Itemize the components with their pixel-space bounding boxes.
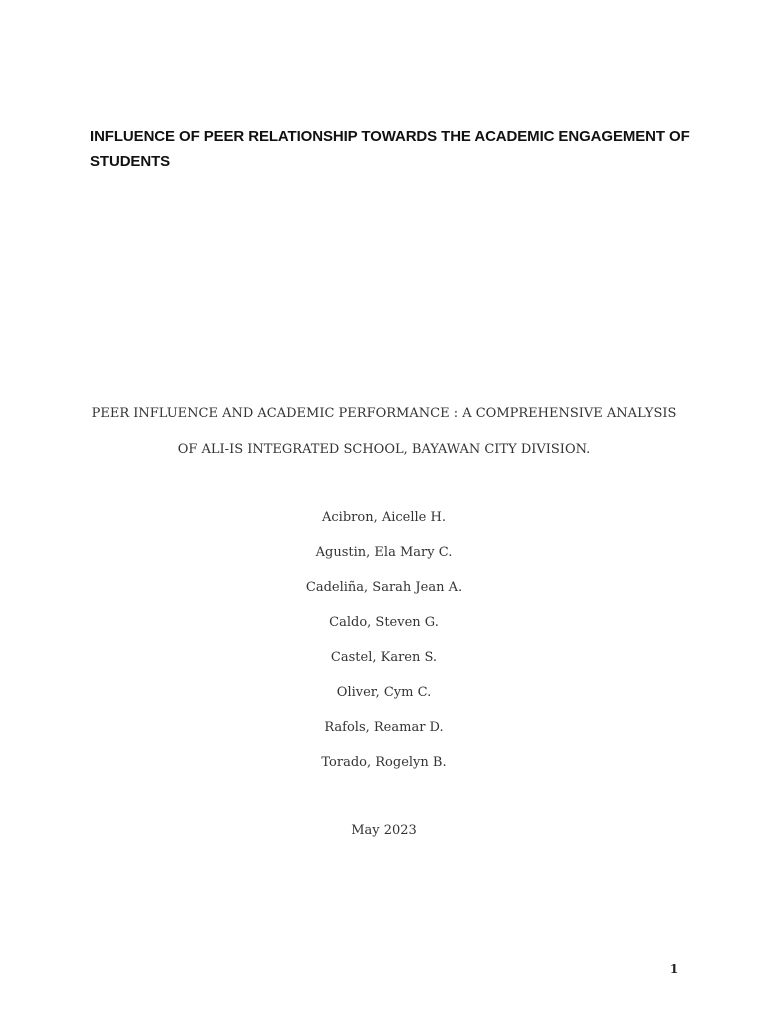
author-name: Agustin, Ela Mary C. <box>315 545 453 560</box>
author-name: Castel, Karen S. <box>330 650 438 665</box>
author-name: Cadeliña, Sarah Jean A. <box>305 580 463 595</box>
subtitle-line-1: PEER INFLUENCE AND ACADEMIC PERFORMANCE : A COMPREHENSIVE ANALYSIS <box>91 406 677 421</box>
author-name: Oliver, Cym C. <box>336 685 432 700</box>
document-date: May 2023 <box>351 823 417 838</box>
subtitle-line-2: OF ALI-IS INTEGRATED SCHOOL, BAYAWAN CITY DIVISION. <box>177 442 591 457</box>
author-name: Torado, Rogelyn B. <box>321 755 447 770</box>
author-name: Acibron, Aicelle H. <box>322 510 446 525</box>
document-title: INFLUENCE OF PEER RELATIONSHIP TOWARDS THE ACADEMIC ENGAGEMENT OF STUDENTS <box>90 128 690 170</box>
page-number: 1 <box>669 962 679 976</box>
author-list <box>0 509 768 789</box>
author-name: Rafols, Reamar D. <box>324 720 444 735</box>
author-name: Caldo, Steven G. <box>329 615 439 630</box>
